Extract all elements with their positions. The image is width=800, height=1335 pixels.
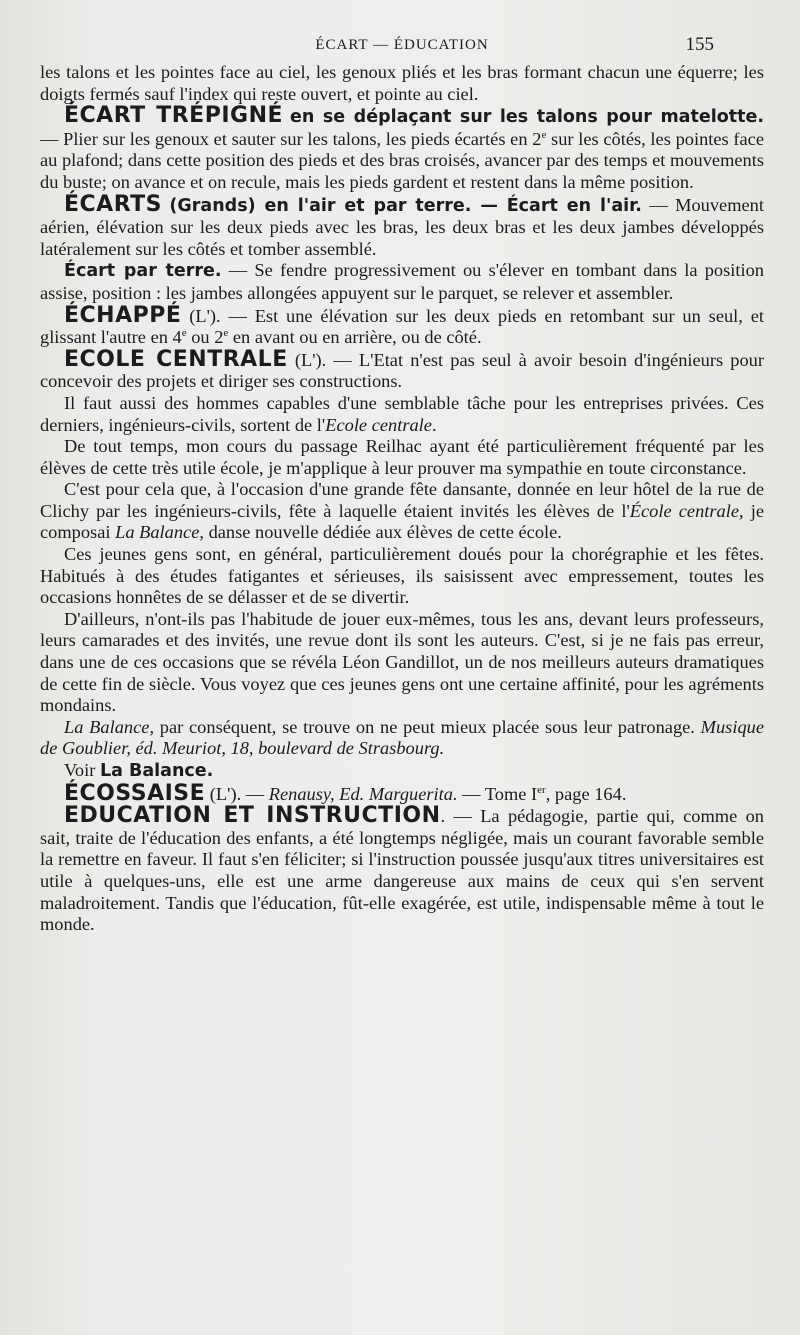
- entry-text: — Est une élévation sur les deux pieds en retombant sur un seul, et glissant l'autre en 4: [40, 305, 764, 348]
- superscript: e: [223, 327, 229, 339]
- entry-text: . — La pédagogie, partie qui, comme on sait, traite de l'éducation des enfants, a été longtemps négligée, mais un courant favorable semble la remettre en faveur. Il faut s'en féliciter; si l'instruction poussée jusqu'aux titres universitaires est utile à quelques-uns, elle est une arme dangereuse aux mains de ceux qui s'en servent maladroitement. Tandis que l'éducation, fût-elle exagérée, est utile, indispensable même à tout le monde.: [40, 806, 764, 935]
- entry-ecart-par-terre: [40, 260, 764, 304]
- entry-text: — Se fendre progressivement ou s'élever en tombant dans la position assise, position : les jambes allongées appuyent sur le parquet, se relever et assembler.: [40, 260, 765, 303]
- entry-text: Il faut aussi des hommes capables d'une semblable tâche pour les entreprises privées. Ces derniers, ingénieurs-civils, sortent de l': [40, 392, 764, 435]
- headword-ecole-centrale: ECOLE CENTRALE: [64, 346, 288, 372]
- entry-text: en avant ou en arrière, ou de côté.: [228, 327, 482, 348]
- article: (L').: [181, 305, 229, 326]
- entry-echappe: [40, 302, 764, 349]
- headword-ecarts: ÉCARTS: [64, 191, 163, 217]
- paragraph: [40, 479, 764, 544]
- entry-text: — Tome I: [457, 783, 538, 804]
- italic-text: École centrale: [629, 500, 740, 521]
- headword-education-instruction: EDUCATION ET INSTRUCTION: [64, 803, 441, 829]
- entry-text: .: [431, 414, 437, 435]
- entry-text: — L'Etat n'est pas seul à avoir besoin d'ingénieurs pour concevoir des projets et diriger ses constructions.: [40, 349, 764, 392]
- subhead-ecart-trepigne: en se déplaçant sur les talons pour matelotte.: [290, 107, 764, 128]
- see-prefix: Voir: [64, 760, 100, 780]
- article: (L').: [287, 349, 334, 370]
- superscript: er: [537, 783, 546, 796]
- entry-text: , danse nouvelle dédiée aux élèves de cette école.: [199, 522, 562, 543]
- italic-text: La Balance: [115, 522, 200, 543]
- page-number: 155: [685, 34, 714, 55]
- running-head: [40, 28, 764, 62]
- italic-text: Ecole centrale: [325, 414, 432, 435]
- paragraph: Ces jeunes gens sont, en général, particulièrement doués pour la chorégraphie et les fêtes. Habitués à des études fatigantes et sérieuses, ils saisissent avec empressement, toutes les occasions honnêtes de se délasser et de se divertir.: [40, 544, 764, 608]
- superscript: e: [541, 128, 547, 141]
- italic-text: La Balance: [64, 716, 150, 737]
- paragraph: D'ailleurs, n'ont-ils pas l'habitude de jouer eux-mêmes, tous les ans, devant leurs professeurs, leurs camarades et des invités, une revue dont ils sont les auteurs. C'est, si je ne fais pas erreur, dans une de ces occasions que se révéla Léon Gandillot, un de nos meilleurs auteurs dramatiques de cette fin de siècle. Vous voyez que ces jeunes gens ont une certaine affinité, pour les agréments mondains.: [40, 608, 764, 716]
- paragraph: De tout temps, mon cours du passage Reilhac ayant été particulièrement fréquenté par les élèves de cette très utile école, je m'applique à leur prouver ma sympathie en toute circonstance.: [40, 436, 764, 478]
- entry-text: , par conséquent, se trouve on ne peut mieux placée sous leur patronage.: [149, 716, 701, 737]
- headword-ecossaise: ÉCOSSAISE: [64, 780, 206, 806]
- entry-ecole-centrale: [40, 346, 764, 393]
- entry-text: — Plier sur les genoux et sauter sur les talons, les pieds écartés en 2: [40, 128, 542, 149]
- article: (L'). —: [205, 783, 269, 804]
- entry-ecart-trepigne: [40, 105, 764, 193]
- entry-text: sur les côtés, les pointes face au plafond; dans cette position des pieds et des bras croisés, avancer par des temps et mouvements du buste; on avance et on recule, mais les pieds gardent et restent dans la même position.: [40, 128, 765, 192]
- cross-reference: [40, 760, 764, 783]
- entry-text: ou 2: [186, 327, 224, 348]
- paragraph: [40, 393, 764, 436]
- entry-text: , je composai: [40, 500, 765, 543]
- entry-ecossaise: [40, 780, 764, 806]
- headword-echappe: ÉCHAPPÉ: [64, 302, 182, 328]
- headword-ecart-trepigne: ÉCART TRÉPIGNÉ: [64, 103, 284, 129]
- italic-text: Renausy, Ed. Marguerita.: [268, 783, 458, 804]
- italic-text: Musique de Goublier, éd. Meuriot, 18, boulevard de Strasbourg.: [40, 716, 764, 759]
- entry-text: C'est pour cela que, à l'occasion d'une grande fête dansante, donnée en leur hôtel de la rue de Clichy par les ingénieurs-civils, fête à laquelle étaient invités les élèves de l': [40, 479, 764, 521]
- body-text: [40, 62, 764, 936]
- paragraph-continued: les talons et les pointes face au ciel, les genoux pliés et les bras formant chacun une équerre; les doigts fermés sauf l'index qui reste ouvert, et pointe au ciel.: [40, 62, 764, 104]
- subhead-ecarts: (Grands) en l'air et par terre. — Écart en l'air.: [169, 195, 642, 216]
- entry-ecarts: [40, 191, 764, 261]
- superscript: e: [181, 327, 187, 339]
- subhead-ecart-par-terre: Écart par terre.: [64, 261, 222, 282]
- entry-text: , page 164.: [545, 783, 627, 804]
- entry-text: — Mouvement aérien, élévation sur les deux pieds avec les bras, les deux bras et les deux jambes développés latéralement sur les côtés et tomber assemblé.: [40, 194, 764, 259]
- see-target: La Balance.: [99, 761, 214, 781]
- running-title: ÉCART — ÉDUCATION: [315, 37, 489, 53]
- paragraph: [40, 717, 764, 760]
- entry-education-instruction: [40, 805, 764, 936]
